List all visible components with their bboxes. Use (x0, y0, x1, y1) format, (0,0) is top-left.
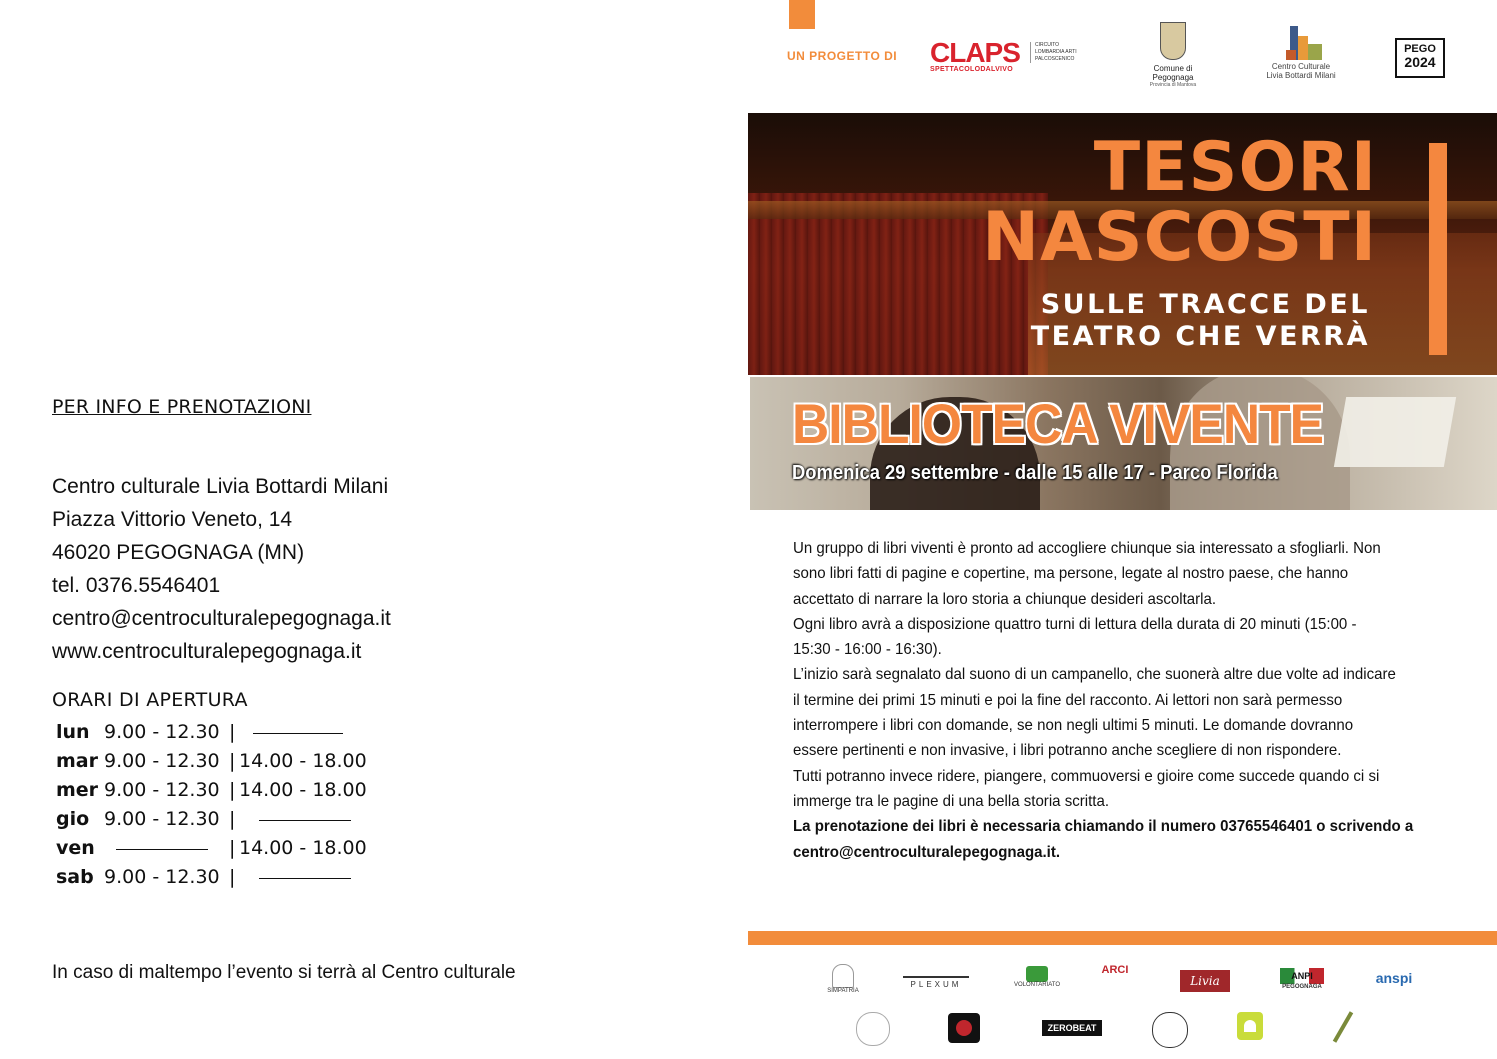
ecomuseo-logo-icon (1237, 1012, 1263, 1040)
booking-email: centro@centroculturalepegognaga.it. (793, 843, 1061, 861)
closed-dash (116, 849, 208, 850)
body-line: interrompere i libri con domande, se non negli ultimi 5 minuti. Le domande dovranno (793, 717, 1354, 735)
hours-am: 9.00 - 12.30 (104, 750, 220, 772)
centro-line1: Centro Culturale (1271, 62, 1331, 71)
band-logo-icon (948, 1013, 980, 1043)
pego-line2: 2024 (1404, 54, 1436, 70)
hours-pm: 14.00 - 18.00 (239, 779, 367, 801)
address-block (52, 470, 391, 668)
banner-date: Domenica 29 settembre - dalle 15 alle 17 - Parco Florida (792, 462, 1278, 484)
hours-am: 9.00 - 12.30 (104, 808, 220, 830)
hero-title (982, 128, 1377, 277)
simpatria-logo (818, 964, 868, 994)
hours-am: 9.00 - 12.30 (104, 779, 220, 801)
hours-sep: | (229, 750, 236, 772)
book-photo (1334, 397, 1456, 467)
address-email[interactable]: centro@centroculturalepegognaga.it (52, 607, 391, 630)
volontariato-icon (1026, 966, 1048, 982)
crest-icon (1160, 22, 1186, 60)
address-phone[interactable]: tel. 0376.5546401 (52, 574, 221, 597)
hours-day: mer (56, 779, 99, 801)
centro-logo (1256, 22, 1346, 80)
zerobeat-logo: ZEROBEAT (1042, 1020, 1102, 1036)
hours-sep: | (229, 808, 236, 830)
address-website[interactable]: www.centroculturalepegognaga.it (52, 640, 362, 663)
body-line: Un gruppo di libri viventi è pronto ad accogliere chiunque sia interessato a sfogliarli. Non (793, 540, 1381, 557)
hours-sep: | (229, 837, 236, 859)
closed-dash (259, 820, 351, 821)
hero-subtitle-line2: TEATRO CHE VERRÀ (1030, 321, 1370, 352)
hours-day: ven (56, 837, 95, 859)
progetto-label: UN PROGETTO DI (787, 49, 898, 63)
comune-name: Comune di Pegognaga (1152, 64, 1194, 82)
school-logo-icon (856, 1012, 890, 1046)
orange-divider (748, 931, 1497, 945)
hero-subtitle-line1: SULLE TRACCE DEL (1040, 289, 1370, 320)
blocks-icon (1276, 22, 1326, 60)
body-line: L’inizio sarà segnalato dal suono di un campanello, che suonerà altre due volte ad indicare (793, 666, 1396, 684)
hero-accent-bar (1429, 143, 1447, 355)
closed-dash (253, 733, 343, 734)
booking-line: La prenotazione dei libri è necessaria chiamando il numero 03765546401 o scrivendo a (793, 818, 1414, 836)
hours-sep: | (229, 866, 236, 888)
hours-day: gio (56, 808, 90, 830)
hero-subtitle (1031, 289, 1370, 353)
body-line: essere pertinenti e non invasive, i libri potranno anche scegliere di non rispondere. (793, 742, 1342, 760)
claps-side-text: CIRCUITO LOMBARDIA ARTI PALCOSCENICO (1030, 42, 1087, 63)
volontariato-logo (1008, 966, 1066, 988)
pego-line1: PEGO (1404, 43, 1436, 55)
body-line: il termine dei primi 15 minuti e poi la fine del racconto. Ai lettori non sarà permesso (793, 691, 1343, 709)
anpi-logo (1280, 968, 1324, 990)
hours-day: lun (56, 721, 90, 743)
address-name: Centro culturale Livia Bottardi Milani (52, 475, 389, 498)
simpatria-icon (832, 964, 854, 988)
hours-day: sab (56, 866, 94, 888)
arci-logo: ARCI (1101, 964, 1129, 976)
hero-banner (748, 113, 1497, 375)
dance-logo-icon (1152, 1012, 1188, 1048)
claps-name: CLAPS (930, 37, 1020, 68)
anpi-label: ANPI (1280, 968, 1324, 984)
comune-logo (1133, 22, 1213, 88)
address-city: 46020 PEGOGNAGA (MN) (52, 541, 305, 564)
volontariato-label: VOLONTARIATO (1013, 982, 1060, 988)
info-heading: PER INFO E PRENOTAZIONI (52, 396, 312, 418)
plexum-logo: PLEXUM (903, 976, 969, 989)
hero-title-line2: NASCOSTI (982, 198, 1377, 277)
hours-sep: | (229, 779, 236, 801)
address-street: Piazza Vittorio Veneto, 14 (52, 508, 293, 531)
hours-day: mar (56, 750, 98, 772)
dragonfly-logo-icon (1328, 1010, 1358, 1046)
simpatria-label: SIMPATRIA (827, 988, 859, 994)
closed-dash (259, 878, 351, 879)
hours-am: 9.00 - 12.30 (104, 866, 220, 888)
body-line: immerge tra le pagine di una bella storia scritta. (793, 792, 1110, 810)
banner-title: BIBLIOTECA VIVENTE (792, 392, 1324, 455)
claps-tagline: SPETTACOLODALVIVO (930, 66, 1014, 73)
claps-logo (930, 37, 1077, 73)
body-line: Ogni libro avrà a disposizione quattro turni di lettura della durata di 20 minuti (15:00 - (793, 615, 1357, 633)
hero-title-line1: TESORI (1093, 128, 1377, 207)
centro-line2: Livia Bottardi Milani (1266, 71, 1336, 80)
hours-heading: ORARI DI APERTURA (52, 689, 248, 711)
comune-province: Provincia di Mantova (1149, 82, 1197, 88)
body-line: accettato di narrare la loro storia a chiunque desideri ascoltarla. (793, 590, 1217, 608)
body-line: 15:30 - 16:00 - 16:30). (793, 641, 942, 659)
biblioteca-banner (750, 377, 1497, 510)
hours-pm: 14.00 - 18.00 (239, 750, 367, 772)
weather-note: In caso di maltempo l’evento si terrà al Centro culturale (52, 962, 516, 983)
orange-tab (789, 0, 815, 29)
hours-am: 9.00 - 12.30 (104, 721, 220, 743)
body-line: sono libri fatti di pagine e copertine, ma persone, legate al nostro paese, che hanno (793, 565, 1349, 583)
hours-sep: | (229, 721, 236, 743)
livia-logo: Livia (1180, 970, 1230, 992)
anpi-sub: PEGOGNAGA (1282, 984, 1322, 990)
body-line: Tutti potranno invece ridere, piangere, commuoversi e gioire come succede quando ci si (793, 767, 1380, 785)
hours-pm: 14.00 - 18.00 (239, 837, 367, 859)
pego-logo (1395, 38, 1445, 78)
body-text (793, 536, 1423, 865)
anspi-logo: anspi (1375, 970, 1413, 986)
